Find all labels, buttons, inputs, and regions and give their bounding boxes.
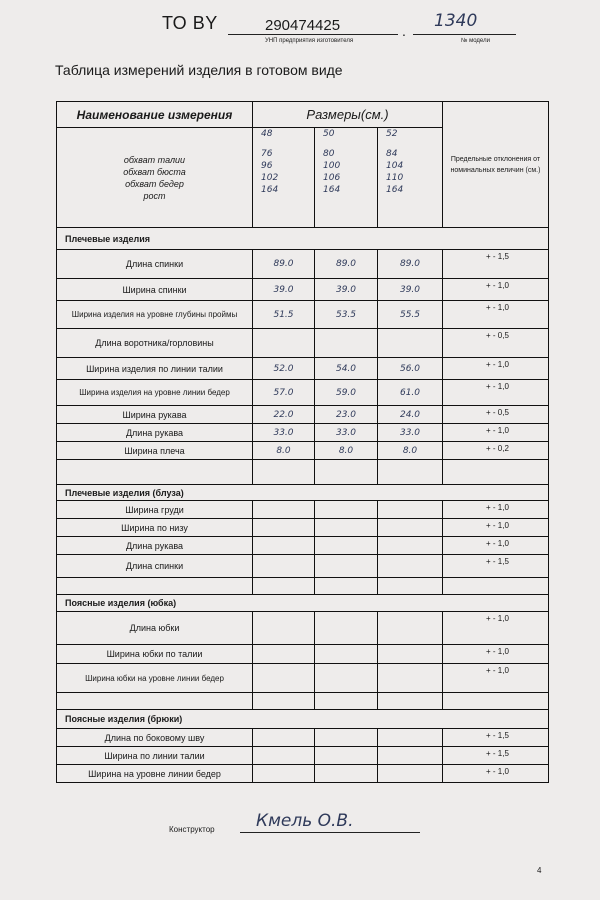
measurement-value	[378, 747, 443, 765]
base-value: 164	[386, 185, 404, 195]
page-number: 4	[537, 866, 542, 875]
table-row	[57, 519, 549, 537]
base-value: 76	[261, 149, 273, 159]
measurement-name: Длина спинки	[57, 555, 253, 578]
signer-signature: Кмель О.В.	[256, 811, 354, 831]
base-value: 96	[261, 161, 273, 171]
tolerance-value: + - 1,5	[443, 555, 549, 578]
measurement-value	[378, 555, 443, 578]
measurement-table	[56, 101, 549, 783]
base-value: 102	[261, 173, 279, 183]
measurement-name: Длина рукава	[57, 424, 253, 442]
tolerance-value: + - 1,5	[443, 250, 549, 279]
tolerance-value: + - 0,5	[443, 406, 549, 424]
header-to-label: ТО BY	[162, 13, 218, 33]
size-column	[378, 128, 443, 228]
measurement-value: 8.0	[253, 442, 315, 460]
tolerance-value: + - 1,0	[443, 519, 549, 537]
measurement-name: Ширина по линии талии	[57, 747, 253, 765]
measurement-value: 39.0	[378, 279, 443, 301]
measurement-value: 55.5	[378, 301, 443, 329]
measurement-name: Ширина груди	[57, 501, 253, 519]
measurement-value	[253, 329, 315, 358]
measurement-value: 57.0	[253, 380, 315, 406]
measurement-value	[253, 645, 315, 664]
measurement-value: 51.5	[253, 301, 315, 329]
measurement-value: 8.0	[378, 442, 443, 460]
section-title: Поясные изделия (юбка)	[57, 595, 549, 612]
section-title-row	[57, 710, 549, 729]
spacer-row	[57, 693, 549, 710]
empty-cell	[378, 693, 443, 710]
base-label: обхват талии	[123, 154, 186, 165]
table-row	[57, 406, 549, 424]
base-value: 80	[323, 149, 335, 159]
measurement-value	[315, 501, 378, 519]
col-sizes-header: Размеры(см.)	[253, 102, 443, 128]
measurement-value	[315, 765, 378, 783]
section-title-row	[57, 485, 549, 501]
measurement-value	[315, 729, 378, 747]
signer-underline	[240, 832, 420, 833]
size-number: 52	[386, 129, 398, 139]
measurement-value	[315, 555, 378, 578]
base-label: обхват бюста	[123, 166, 186, 177]
section-title: Плечевые изделия (блуза)	[57, 485, 549, 501]
unp-number: 290474425	[265, 17, 341, 34]
measurement-name: Ширина изделия по линии талии	[57, 358, 253, 380]
empty-cell	[315, 578, 378, 595]
measurement-value	[253, 519, 315, 537]
measurement-name: Ширина плеча	[57, 442, 253, 460]
measurement-value	[378, 501, 443, 519]
size-number: 50	[323, 129, 335, 139]
measurement-value	[378, 537, 443, 555]
table-row	[57, 250, 549, 279]
table-row	[57, 537, 549, 555]
measurement-value: 53.5	[315, 301, 378, 329]
table-row	[57, 358, 549, 380]
empty-cell	[315, 693, 378, 710]
measurement-value: 22.0	[253, 406, 315, 424]
section-title-row	[57, 595, 549, 612]
tolerance-value: + - 0,5	[443, 329, 549, 358]
tolerance-value: + - 0,2	[443, 442, 549, 460]
empty-cell	[57, 460, 253, 485]
measurement-value	[315, 747, 378, 765]
base-value: 164	[261, 185, 279, 195]
measurement-value	[315, 519, 378, 537]
base-value: 100	[323, 161, 341, 171]
measurement-value: 33.0	[315, 424, 378, 442]
size-number: 48	[261, 129, 273, 139]
signer-label: Конструктор	[169, 825, 215, 834]
measurement-value	[315, 329, 378, 358]
measurement-value: 8.0	[315, 442, 378, 460]
base-value: 106	[323, 173, 341, 183]
table-row	[57, 747, 549, 765]
measurement-value	[315, 645, 378, 664]
base-label: рост	[143, 190, 166, 201]
measurement-value	[253, 612, 315, 645]
measurement-name: Ширина по низу	[57, 519, 253, 537]
tolerance-value: + - 1,0	[443, 358, 549, 380]
empty-cell	[378, 578, 443, 595]
empty-cell	[253, 460, 315, 485]
col-tolerance-header: Предельные отклонения от номинальных величин (см.)	[443, 102, 549, 228]
measurement-value	[315, 537, 378, 555]
measurement-value: 56.0	[378, 358, 443, 380]
measurement-value: 52.0	[253, 358, 315, 380]
measurement-value	[253, 555, 315, 578]
measurement-value	[253, 747, 315, 765]
empty-cell	[253, 693, 315, 710]
header-separator: .	[402, 23, 406, 39]
measurement-value	[378, 612, 443, 645]
base-labels-cell	[57, 128, 253, 228]
tolerance-value: + - 1,0	[443, 279, 549, 301]
measurement-value	[315, 664, 378, 693]
table-row	[57, 765, 549, 783]
measurement-value: 33.0	[378, 424, 443, 442]
tolerance-value: + - 1,0	[443, 537, 549, 555]
measurement-value	[253, 537, 315, 555]
empty-cell	[443, 693, 549, 710]
measurement-name: Ширина спинки	[57, 279, 253, 301]
measurement-value: 89.0	[315, 250, 378, 279]
spacer-row	[57, 460, 549, 485]
model-number: 1340	[434, 11, 478, 31]
empty-cell	[378, 460, 443, 485]
measurement-name: Ширина юбки по талии	[57, 645, 253, 664]
table-row	[57, 645, 549, 664]
measurement-value: 24.0	[378, 406, 443, 424]
section-title-row	[57, 228, 549, 250]
measurement-value: 54.0	[315, 358, 378, 380]
empty-cell	[443, 578, 549, 595]
tolerance-value: + - 1,0	[443, 301, 549, 329]
measurement-name: Ширина изделия на уровне глубины проймы	[57, 301, 253, 329]
document-title: Таблица измерений изделия в готовом виде	[55, 62, 343, 78]
measurement-name: Длина по боковому шву	[57, 729, 253, 747]
tolerance-value: + - 1,5	[443, 729, 549, 747]
measurement-value	[253, 765, 315, 783]
measurement-value	[253, 501, 315, 519]
tolerance-value: + - 1,0	[443, 612, 549, 645]
empty-cell	[57, 693, 253, 710]
measurement-value: 59.0	[315, 380, 378, 406]
measurement-value: 33.0	[253, 424, 315, 442]
unp-caption: УНП предприятия изготовителя	[265, 38, 354, 44]
unp-underline	[228, 34, 398, 35]
size-column	[315, 128, 378, 228]
empty-cell	[443, 460, 549, 485]
section-title: Поясные изделия (брюки)	[57, 710, 549, 729]
measurement-name: Длина спинки	[57, 250, 253, 279]
table-row	[57, 555, 549, 578]
measurement-value	[315, 612, 378, 645]
base-value: 164	[323, 185, 341, 195]
tolerance-value: + - 1,0	[443, 645, 549, 664]
empty-cell	[315, 460, 378, 485]
measurement-name: Длина рукава	[57, 537, 253, 555]
spacer-row	[57, 578, 549, 595]
base-label: обхват бедер	[125, 178, 184, 189]
table-row	[57, 301, 549, 329]
measurement-name: Ширина рукава	[57, 406, 253, 424]
table-row	[57, 380, 549, 406]
table-row	[57, 729, 549, 747]
tolerance-value: + - 1,0	[443, 380, 549, 406]
measurement-value: 89.0	[253, 250, 315, 279]
measurement-name: Ширина на уровне линии бедер	[57, 765, 253, 783]
measurement-value	[378, 664, 443, 693]
measurement-value: 39.0	[253, 279, 315, 301]
measurement-value	[253, 729, 315, 747]
measurement-value: 39.0	[315, 279, 378, 301]
empty-cell	[253, 578, 315, 595]
table-row	[57, 442, 549, 460]
measurement-value: 23.0	[315, 406, 378, 424]
col-name-header: Наименование измерения	[57, 102, 253, 128]
table-row	[57, 612, 549, 645]
table-row	[57, 664, 549, 693]
model-underline	[413, 34, 516, 35]
measurement-name: Длина юбки	[57, 612, 253, 645]
measurement-value	[378, 329, 443, 358]
tolerance-value: + - 1,0	[443, 424, 549, 442]
measurement-value: 61.0	[378, 380, 443, 406]
measurement-value	[378, 645, 443, 664]
section-title: Плечевые изделия	[57, 228, 549, 250]
measurement-name: Ширина юбки на уровне линии бедер	[57, 664, 253, 693]
table-row	[57, 424, 549, 442]
tolerance-value: + - 1,5	[443, 747, 549, 765]
measurement-name: Ширина изделия на уровне линии бедер	[57, 380, 253, 406]
measurement-value	[378, 765, 443, 783]
base-value: 104	[386, 161, 404, 171]
measurement-value: 89.0	[378, 250, 443, 279]
table-row	[57, 329, 549, 358]
base-value: 84	[386, 149, 398, 159]
base-value: 110	[386, 173, 404, 183]
measurement-value	[378, 519, 443, 537]
tolerance-value: + - 1,0	[443, 664, 549, 693]
table-row	[57, 279, 549, 301]
size-column	[253, 128, 315, 228]
measurement-name: Длина воротника/горловины	[57, 329, 253, 358]
measurement-value	[253, 664, 315, 693]
table-row	[57, 501, 549, 519]
empty-cell	[57, 578, 253, 595]
model-caption: № модели	[461, 38, 490, 44]
measurement-value	[378, 729, 443, 747]
tolerance-value: + - 1,0	[443, 765, 549, 783]
tolerance-value: + - 1,0	[443, 501, 549, 519]
